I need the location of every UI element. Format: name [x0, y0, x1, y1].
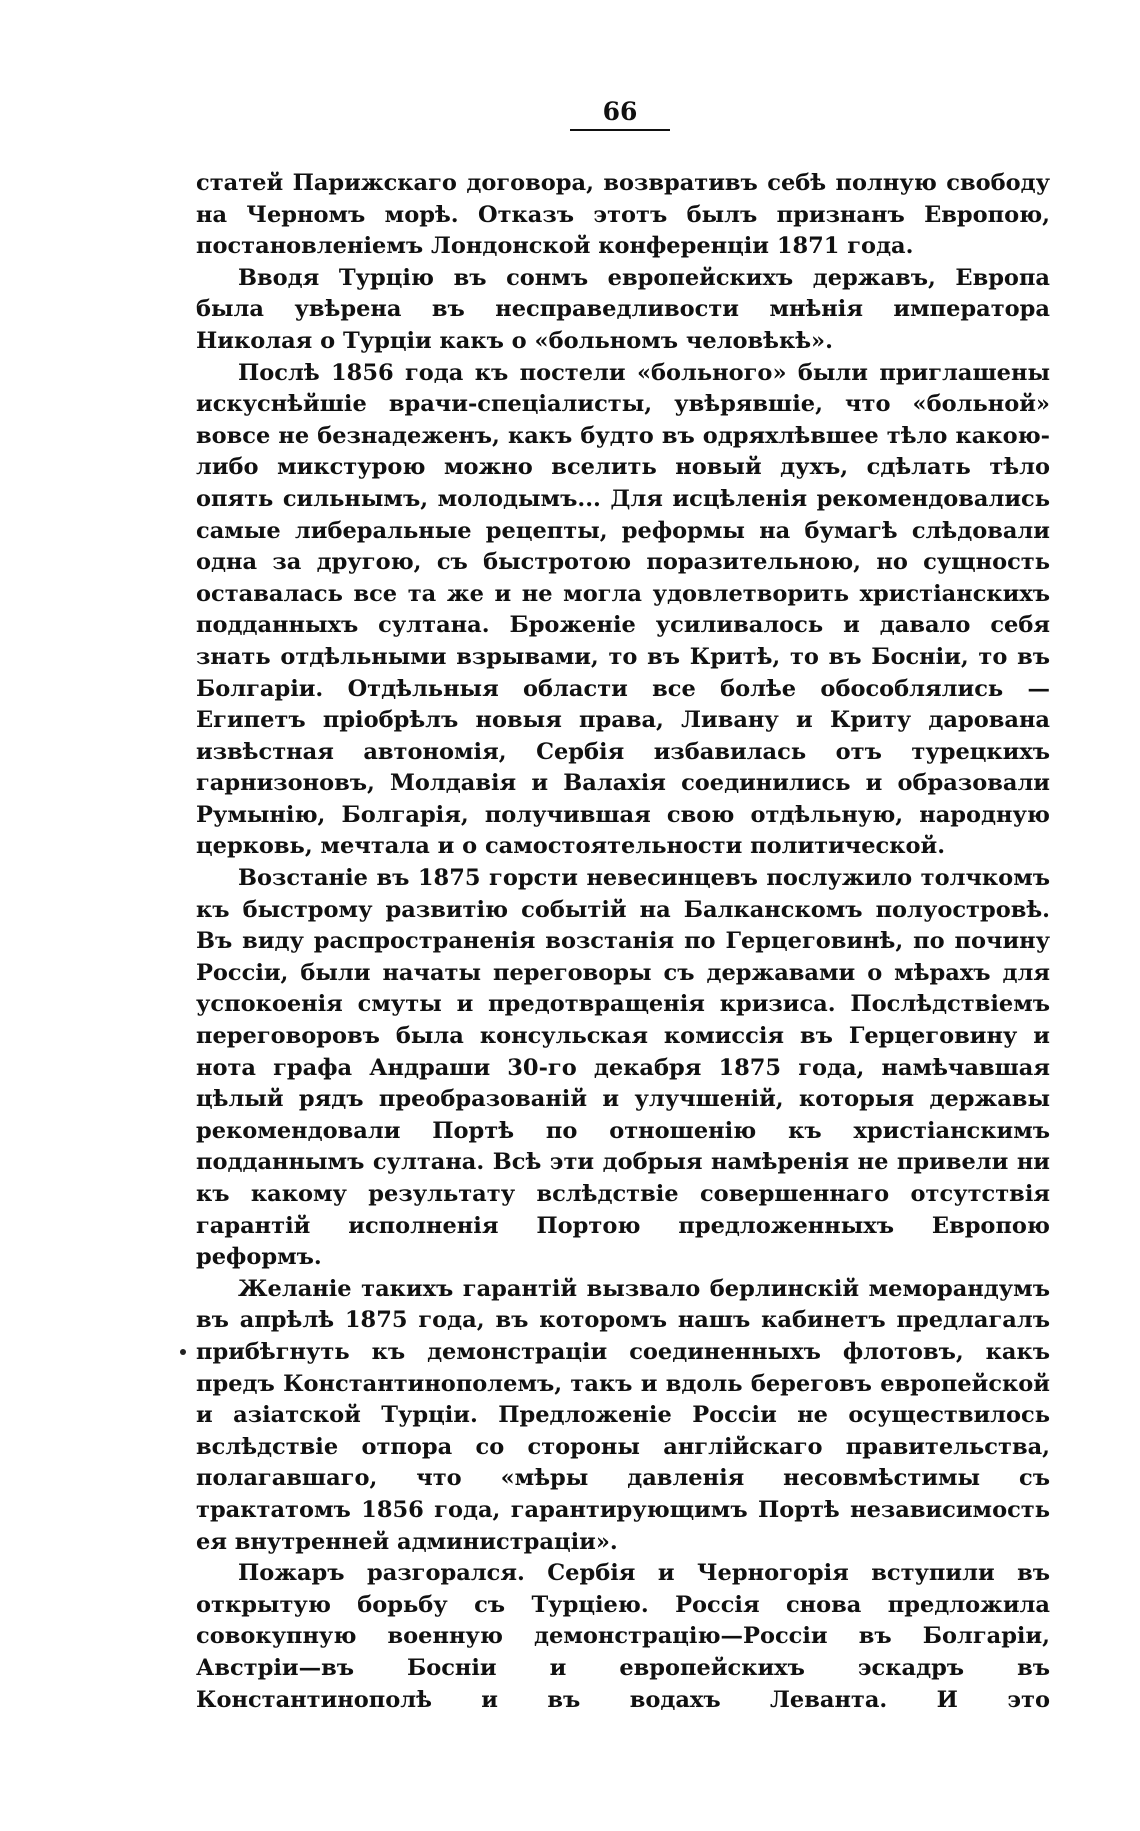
paragraph-4: Возстаніе въ 1875 горсти невесинцевъ послужило толчкомъ къ быстрому развитію событій на Балканскомъ полуостровѣ. Въ виду распространенія возстанія по Герцеговинѣ, по почину Россіи, были начаты переговоры съ державами о мѣрахъ для успокоенія смуты и предотвращенія кризиса. Послѣдствіемъ переговоровъ была консульская комиссія въ Герцеговину и нота графа Андраши 30-го декабря 1875 года, намѣчавшая цѣлый рядъ преобразованій и улучшеній, которыя державы рекомендовали Портѣ по отношенію къ христіанскимъ подданнымъ султана. Всѣ эти добрыя намѣренія не привели ни къ какому результату вслѣдствіе совершеннаго отсутствія гарантій исполненія Портою предложенныхъ Европою реформъ.	[196, 865, 1050, 1271]
paragraph-6: Пожаръ разгорался. Сербія и Черногорія вступили въ открытую борьбу съ Турціею. Россія снова предложила совокупную военную демонстрацію—Россіи въ Болгаріи, Австріи—въ Босніи и европейскихъ эскадръ въ Константинополѣ и въ водахъ Леванта. И это	[196, 1560, 1050, 1713]
paragraph-1: статей Парижскаго договора, возвративъ себѣ полную свободу на Черномъ морѣ. Отказъ этотъ былъ признанъ Европою, постановленіемъ Лондонской конференціи 1871 года.	[196, 170, 1050, 260]
margin-dot-mark	[180, 1349, 186, 1355]
page-number: 66	[570, 97, 670, 131]
paragraph-2: Вводя Турцію въ сонмъ европейскихъ державъ, Европа была увѣрена въ несправедливости мнѣнія императора Николая о Турціи какъ о «больномъ человѣкѣ».	[196, 264, 1050, 354]
paragraph-5: Желаніе такихъ гарантій вызвало берлинскій меморандумъ въ апрѣлѣ 1875 года, въ которомъ нашъ кабинетъ предлагалъ прибѣгнуть къ демонстраціи соединенныхъ флотовъ, какъ предъ Константинополемъ, такъ и вдоль береговъ европейской и азіатской Турціи. Предложеніе Россіи не осуществилось вслѣдствіе отпора со стороны англійскаго правительства, полагавшаго, что «мѣры давленія несовмѣстимы съ трактатомъ 1856 года, гарантирующимъ Портѣ независимость ея внутренней администраціи».	[196, 1275, 1050, 1555]
main-text	[196, 168, 1050, 1716]
paragraph-3: Послѣ 1856 года къ постели «больного» были приглашены искуснѣйшіе врачи-спеціалисты, увѣрявшіе, что «больной» вовсе не безнадеженъ, какъ будто въ одряхлѣвшее тѣло какою-либо микстурою можно вселить новый духъ, сдѣлать тѣло опять сильнымъ, молодымъ... Для исцѣленія рекомендовались самые либеральные рецепты, реформы на бумагѣ слѣдовали одна за другою, съ быстротою поразительною, но сущность оставалась все та же и не могла удовлетворить христіанскихъ подданныхъ султана. Броженіе усиливалось и давало себя знать отдѣльными взрывами, то въ Критѣ, то въ Босніи, то въ Болгаріи. Отдѣльныя области все болѣе обособлялись — Египетъ пріобрѣлъ новыя права, Ливану и Криту дарована извѣстная автономія, Сербія избавилась отъ турецкихъ гарнизоновъ, Молдавія и Валахія соединились и образовали Румынію, Болгарія, получившая свою отдѣльную, народную церковь, мечтала и о самостоятельности политической.	[196, 359, 1050, 860]
